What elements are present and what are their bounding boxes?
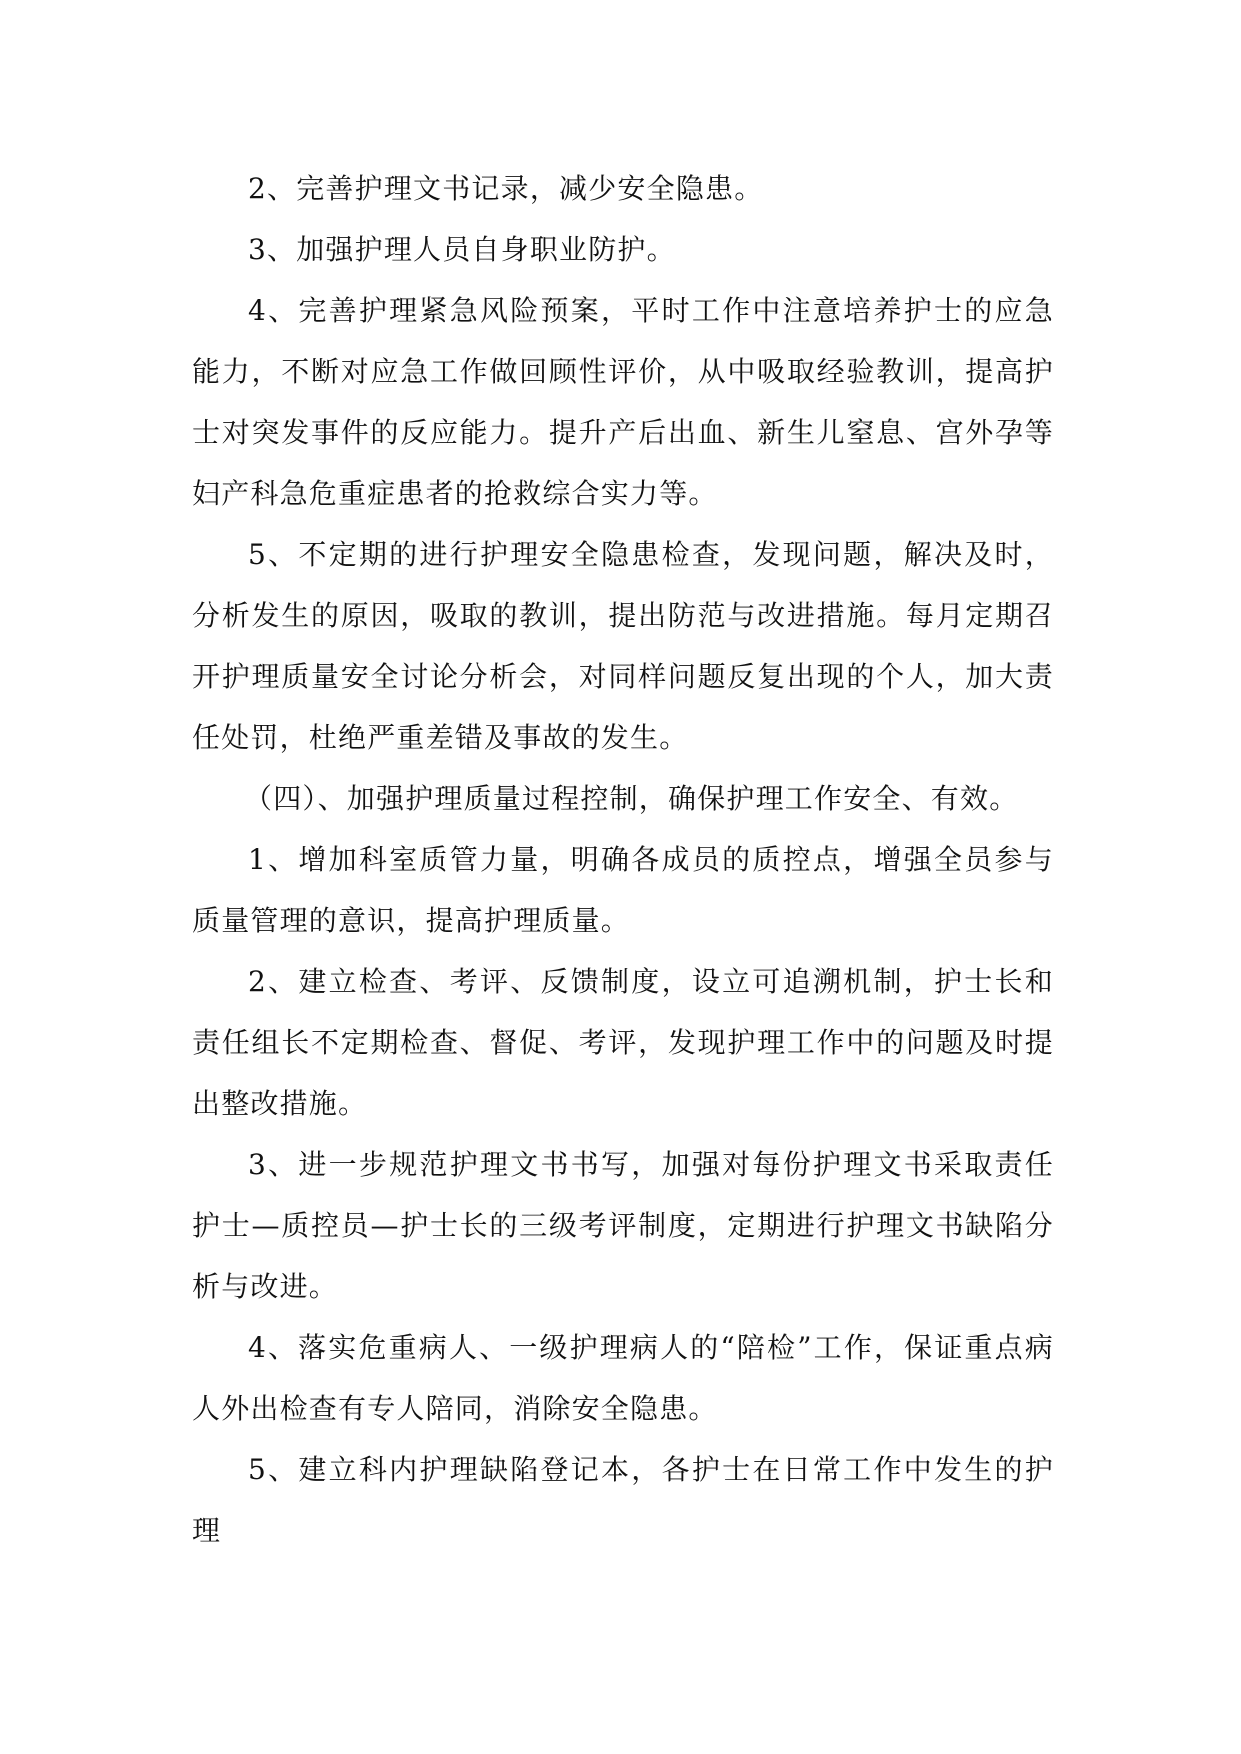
paragraph-item-3-protection: 3、加强护理人员自身职业防护。 bbox=[248, 233, 676, 266]
paragraph-item-4-emergency-plan: 4、完善护理紧急风险预案，平时工作中注意培养护士的应急能力，不断对应急工作做回顾性评价，从中吸取经验教训，提高护士对突发事件的反应能力。提升产后出血、新生儿窒息、宫外孕等妇产科急危重症患者的抢救综合实力等。 bbox=[192, 294, 1054, 510]
document-body bbox=[192, 158, 1054, 1561]
paragraph-item-1-quality-control: 1、增加科室质管力量，明确各成员的质控点，增强全员参与质量管理的意识，提高护理质量。 bbox=[192, 843, 1054, 937]
paragraph-item-2-records: 2、完善护理文书记录，减少安全隐患。 bbox=[248, 172, 764, 205]
paragraph-item-5-defect-register: 5、建立科内护理缺陷登记本，各护士在日常工作中发生的护理 bbox=[192, 1453, 1054, 1547]
paragraph-item-3-documentation: 3、进一步规范护理文书书写，加强对每份护理文书采取责任护士—质控员—护士长的三级考评制度，定期进行护理文书缺陷分析与改进。 bbox=[192, 1148, 1054, 1303]
section-heading-four: （四）、加强护理质量过程控制，确保护理工作安全、有效。 bbox=[244, 782, 1019, 815]
paragraph-item-2-evaluation-system: 2、建立检查、考评、反馈制度，设立可追溯机制，护士长和责任组长不定期检查、督促、考评，发现护理工作中的问题及时提出整改措施。 bbox=[192, 965, 1054, 1120]
paragraph-item-4-escort: 4、落实危重病人、一级护理病人的“陪检”工作，保证重点病人外出检查有专人陪同，消除安全隐患。 bbox=[192, 1331, 1054, 1425]
paragraph-item-5-safety-inspection: 5、不定期的进行护理安全隐患检查，发现问题，解决及时，分析发生的原因，吸取的教训，提出防范与改进措施。每月定期召开护理质量安全讨论分析会，对同样问题反复出现的个人，加大责任处罚，杜绝严重差错及事故的发生。 bbox=[192, 538, 1054, 754]
